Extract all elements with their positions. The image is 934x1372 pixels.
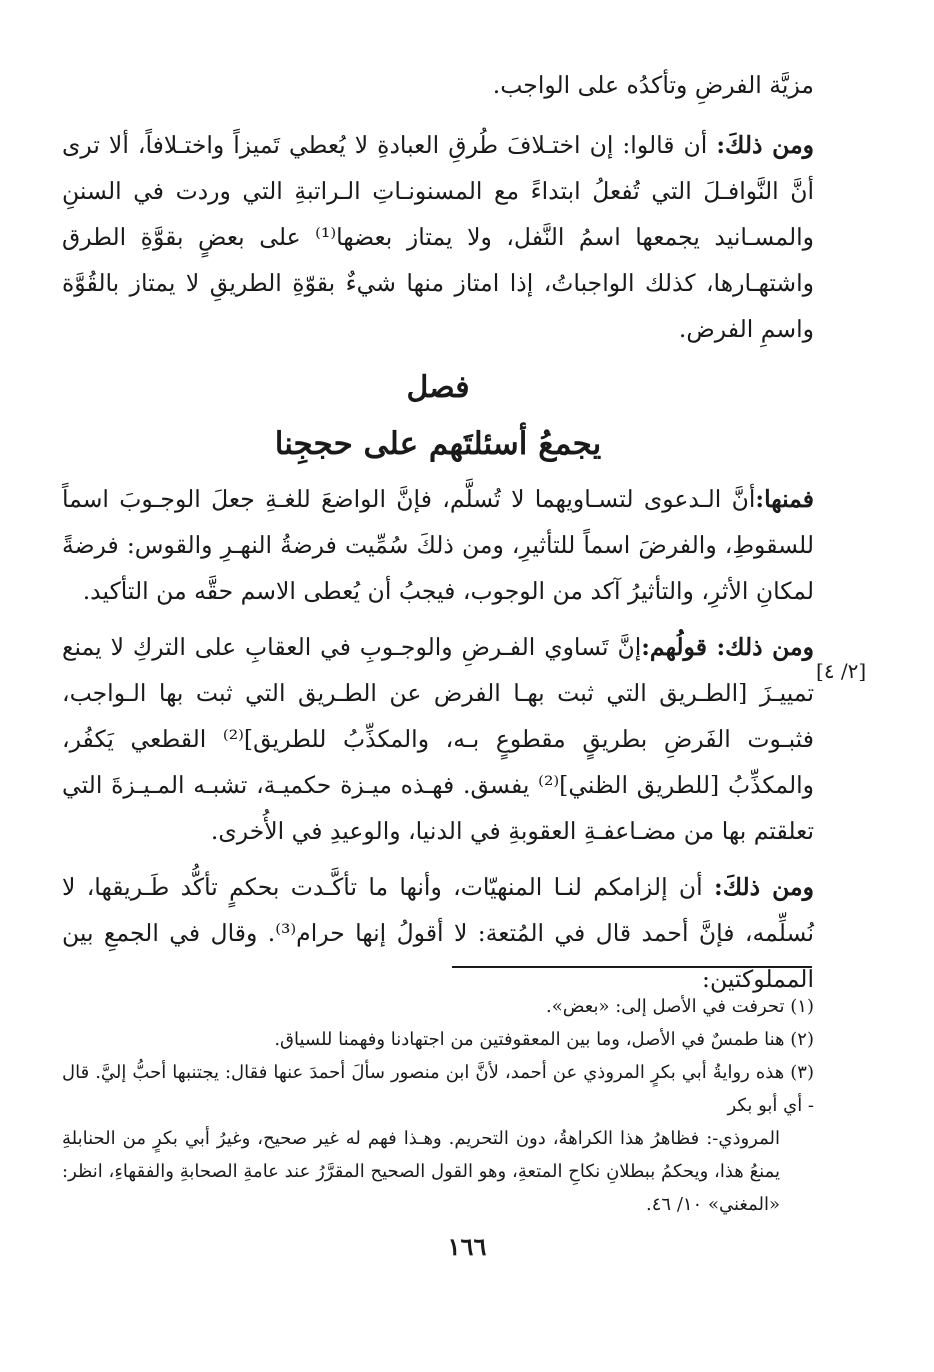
paragraph-4-lead: ومن ذلك: قولُهم: — [641, 633, 814, 661]
paragraph-5 — [62, 864, 814, 1002]
paragraph-2-text: أن قالوا: إن اختـلافَ طُرقِ العبادةِ لا يُعطي تَميزاً واختـلافاً، ألا ترى أنَّ النَّوافـلَ التي تُفعلُ ابتداءً مع المسنونـاتِ الـراتبةِ التي وردت في السننِ والمسـانيد يجمعها اسمُ النَّفل، ولا يمتاز بعضها⁽¹⁾ على بعضٍ بقوَّةِ الطرق واشتهـارها، كذلك الواجباتُ، إذا امتاز منها شيءٌ بقوّةِ الطريقِ لا يمتاز بالقُوَّة واسمِ الفرض. — [62, 131, 814, 343]
footnotes — [62, 990, 814, 1221]
footnote-1: (١) تحرفت في الأصل إلى: «بعض». — [545, 996, 814, 1017]
footnote-3-continuation: المروذي-: فظاهرُ هذا الكراهةُ، دون التحريم. وهـذا فهم له غير صحيح، وغيرُ أبي بكرٍ من الحنابلةِ يمنعُ هذا، ويحكمُ ببطلانِ نكاحِ المتعةِ، وهو القول الصحيح المقرَّرُ عند عامةِ الصحابةِ والفقهاءِ، انظر: «المغني» ١٠/ ٤٦. — [62, 1128, 780, 1215]
paragraph-3-text: أنَّ الـدعوى لتسـاويهما لا تُسلَّم، فإنَّ الواضعَ للغـةِ جعلَ الوجـوبَ اسماً للسقوطِ، والفرضَ اسماً للتأثيرِ، ومن ذلكَ سُمِّيت فرضةُ النهـرِ والقوس: فرضةً لمكانِ الأثرِ، والتأثيرُ آكد من الوجوب، فيجبُ أن يُعطى الاسم حقَّه من التأكيد. — [62, 485, 814, 605]
page-body — [62, 62, 814, 1012]
page-number: ١٦٦ — [447, 1232, 487, 1261]
section-subheading: يجمعُ أسئلتَهم على حججِنا — [274, 426, 602, 462]
paragraph-3 — [62, 476, 814, 614]
section-heading: فصل — [406, 370, 470, 405]
paragraph-1-text: مزيَّة الفرضِ وتأكدُه على الواجب. — [492, 71, 814, 99]
margin-page-reference: [٢/ ٤] — [816, 659, 867, 683]
paragraph-5-lead: ومن ذلكَ: — [714, 873, 814, 901]
footnote-3: (٣) هذه روايةُ أبي بكرٍ المروذي عن أحمد، لأنَّ ابن منصور سألَ أحمدَ عنها فقال: يجتنبها أحبُّ إليَّ. قال - أي أبو بكر — [62, 1062, 814, 1116]
footnote-separator — [452, 966, 812, 968]
paragraph-4 — [62, 624, 814, 854]
footnote-2: (٢) هنا طمسٌ في الأصل، وما بين المعقوفتين من اجتهادنا وفهمنا للسياق. — [274, 1029, 814, 1050]
paragraph-1 — [62, 62, 814, 108]
paragraph-2-lead: ومن ذلكَ: — [716, 131, 814, 159]
paragraph-4-text: إنَّ تَساوي الفـرضِ والوجـوبِ في العقابِ على التركِ لا يمنع تمييـزَ [الطـريق التي ثبت بهـا الفرض عن الطـريق التي ثبت بها الـواجب، فثبـوت الفَرضِ بطريقٍ مقطوعٍ بـه، والمكذِّبُ للطريق]⁽²⁾ القطعي يَكفُر، والمكذِّبُ [للطريق الظني]⁽²⁾ يفسق. فهـذه ميـزة حكميـة، تشبـه المـيـزةَ التي تعلقتم بها من مضـاعفـةِ العقوبةِ في الدنيا، والوعيدِ في الأُخرى. — [62, 633, 815, 845]
paragraph-2 — [62, 122, 814, 352]
paragraph-3-lead: فمنها: — [755, 485, 814, 513]
paragraph-5-text: أن إلزامكم لنـا المنهيّات، وأنها ما تأكَّـدت بحكمٍ تأكُّد طَـريقها، لا نُسلِّمه، فإنَّ أحمد قال في المُتعة: لا أقولُ إنها حرام⁽³⁾. وقال في الجمعِ بين المملوكتين: — [62, 873, 814, 993]
